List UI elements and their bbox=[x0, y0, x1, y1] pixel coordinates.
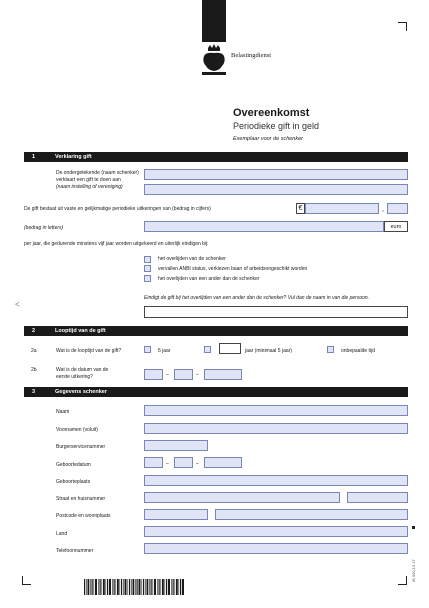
amount-figures-label: De gift bestaat uit vaste en gelijkmatige periodieke uitkeringen van (bedrag in cijfers) bbox=[24, 206, 211, 212]
birth-year-input[interactable] bbox=[204, 457, 242, 468]
date-dash: – bbox=[166, 372, 169, 378]
decimal-separator: , bbox=[382, 206, 384, 213]
duration-years-label: jaar (minimaal 5 jaar) bbox=[245, 348, 292, 354]
option-checkbox-1[interactable] bbox=[144, 256, 151, 263]
bsn-input[interactable] bbox=[144, 440, 208, 451]
city-input[interactable] bbox=[215, 509, 408, 520]
crop-mark-bottom-left bbox=[22, 576, 31, 585]
first-payment-label-1: Wat is de datum van de bbox=[56, 367, 109, 373]
form-title: Overeenkomst bbox=[233, 107, 310, 119]
section-3-header bbox=[24, 387, 408, 397]
date-dash: – bbox=[196, 461, 199, 467]
bsn-label: Burgerservicenummer bbox=[56, 444, 106, 450]
phone-label: Telefoonnummer bbox=[56, 548, 94, 554]
amount-words-label: (bedrag in letters) bbox=[24, 225, 64, 231]
birth-place-input[interactable] bbox=[144, 475, 408, 486]
other-person-name-input[interactable] bbox=[144, 306, 408, 318]
duration-5-years-label: 5 jaar bbox=[158, 348, 171, 354]
crop-mark-top-right bbox=[398, 22, 407, 31]
logo-strip bbox=[202, 0, 226, 42]
amount-cents-input[interactable] bbox=[387, 203, 408, 214]
first-names-input[interactable] bbox=[144, 423, 408, 434]
option-checkbox-2[interactable] bbox=[144, 265, 151, 272]
amount-words-input[interactable] bbox=[144, 221, 384, 232]
question-number-2a: 2a bbox=[31, 348, 37, 354]
duration-indefinite-checkbox[interactable] bbox=[327, 346, 334, 353]
brand-name: Belastingdienst bbox=[231, 52, 272, 59]
section-number: 2 bbox=[32, 328, 36, 334]
crop-mark-bottom-right bbox=[398, 576, 407, 585]
street-label: Straat en huisnummer bbox=[56, 496, 106, 502]
crown-lion-logo-icon bbox=[200, 44, 228, 76]
section-title: Verklaring gift bbox=[55, 154, 92, 160]
section-title: Looptijd van de gift bbox=[55, 328, 106, 334]
donor-name-input[interactable] bbox=[144, 169, 408, 180]
birth-place-label: Geboorteplaats bbox=[56, 479, 91, 485]
first-payment-year-input[interactable] bbox=[204, 369, 242, 380]
birth-month-input[interactable] bbox=[174, 457, 193, 468]
duration-years-input[interactable] bbox=[219, 343, 241, 354]
declares-label: verklaart een gift te doen aan bbox=[56, 177, 121, 183]
duration-indefinite-label: onbepaalde tijd bbox=[341, 348, 375, 354]
first-names-label: Voornamen (voluit) bbox=[56, 427, 98, 433]
option-checkbox-3[interactable] bbox=[144, 275, 151, 282]
question-number-2b: 2b bbox=[31, 367, 37, 373]
section-2-header bbox=[24, 326, 408, 336]
other-person-question: Eindigt de gift bij het overlijden van een ander dan de schenker? Vul dan de naam in van die persoon. bbox=[144, 295, 370, 301]
amount-figures-input[interactable] bbox=[305, 203, 379, 214]
phone-input[interactable] bbox=[144, 543, 408, 554]
form-code-right: IB 000 1Z 1T bbox=[411, 558, 416, 582]
house-number-input[interactable] bbox=[347, 492, 408, 503]
institution-name-input[interactable] bbox=[144, 184, 408, 195]
euro-label: euro bbox=[390, 224, 402, 230]
first-payment-label-2: eerste uitkering? bbox=[56, 374, 93, 380]
euro-sign: € bbox=[298, 205, 303, 212]
postcode-input[interactable] bbox=[144, 509, 208, 520]
date-dash: – bbox=[196, 372, 199, 378]
section-title: Gegevens schenker bbox=[55, 389, 107, 395]
street-input[interactable] bbox=[144, 492, 340, 503]
institution-label: (naam instelling of vereniging) bbox=[56, 184, 123, 190]
section-number: 3 bbox=[32, 389, 36, 395]
first-payment-month-input[interactable] bbox=[174, 369, 193, 380]
section-number: 1 bbox=[32, 154, 36, 160]
period-text: per jaar, die gedurende minstens vijf jaar worden uitgekeerd en uiterlijk eindigen bij: bbox=[24, 241, 209, 247]
country-label: Land bbox=[56, 531, 68, 537]
euro-sign-box bbox=[296, 203, 305, 214]
copy-note: Exemplaar voor de schenker bbox=[233, 136, 304, 142]
section-1-header bbox=[24, 152, 408, 162]
option-label-3: het overlijden van een ander dan de schenker bbox=[158, 276, 260, 282]
birth-date-label: Geboortedatum bbox=[56, 462, 91, 468]
option-label-1: het overlijden van de schenker bbox=[158, 256, 226, 262]
date-dash: – bbox=[166, 461, 169, 467]
page-marker bbox=[412, 526, 415, 529]
duration-years-checkbox[interactable] bbox=[204, 346, 211, 353]
barcode-icon bbox=[84, 579, 184, 595]
duration-question: Wat is de looptijd van de gift? bbox=[56, 348, 122, 354]
form-subtitle: Periodieke gift in geld bbox=[233, 121, 320, 131]
side-mark: < bbox=[15, 300, 20, 309]
duration-5-years-checkbox[interactable] bbox=[144, 346, 151, 353]
option-label-2: vervallen ANBI status, verkiezen baan of arbeidsongeschikt worden bbox=[158, 266, 308, 272]
euro-label-box bbox=[384, 221, 408, 232]
postcode-city-label: Postcode en woonplaats bbox=[56, 513, 111, 519]
donor-label: De ondergetekende (naam schenker) bbox=[56, 170, 139, 176]
name-label: Naam bbox=[56, 409, 70, 415]
birth-day-input[interactable] bbox=[144, 457, 163, 468]
country-input[interactable] bbox=[144, 526, 408, 537]
name-input[interactable] bbox=[144, 405, 408, 416]
first-payment-day-input[interactable] bbox=[144, 369, 163, 380]
